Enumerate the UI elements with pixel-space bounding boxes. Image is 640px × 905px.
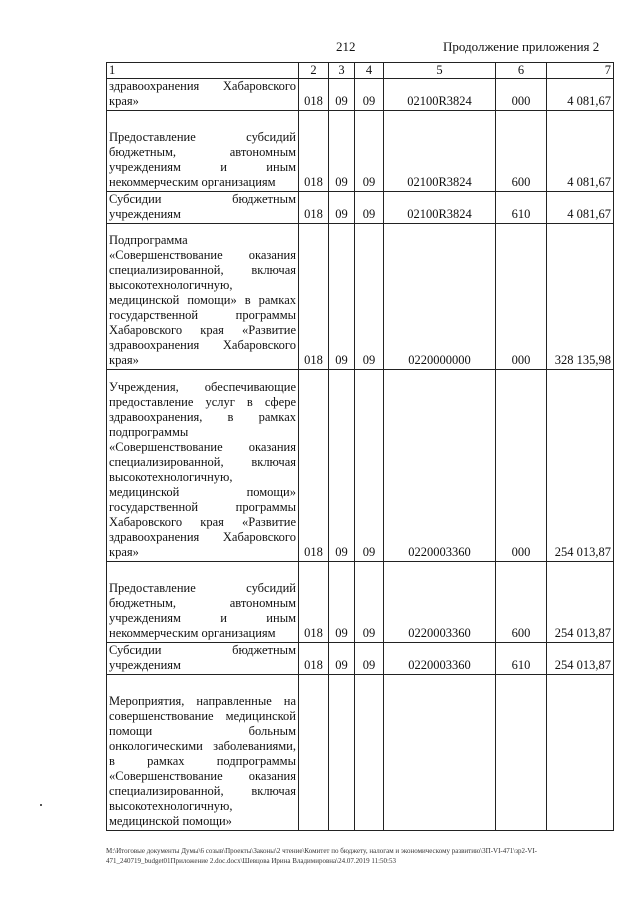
ministry-code xyxy=(299,675,329,831)
section-code xyxy=(329,675,355,831)
target-article-code: 02100R3824 xyxy=(384,111,496,192)
target-article-code: 02100R3824 xyxy=(384,192,496,224)
table-row xyxy=(107,224,614,370)
amount: 4 081,67 xyxy=(547,192,614,224)
row-name: Субсидии бюджетным учреждениям xyxy=(107,643,299,675)
expense-type-code: 610 xyxy=(496,192,547,224)
target-article-code: 0220003360 xyxy=(384,643,496,675)
table-row xyxy=(107,79,614,111)
subsection-code xyxy=(355,675,384,831)
subsection-code: 09 xyxy=(355,79,384,111)
section-code: 09 xyxy=(329,192,355,224)
table-row xyxy=(107,370,614,562)
col-header-5: 5 xyxy=(384,63,496,79)
expense-type-code: 000 xyxy=(496,79,547,111)
row-name: Мероприятия, направленные на совершенствование медицинской помощи больным онкологическими заболеваниями, в рамках подпрограммы «Совершенствование оказания специализированной, включая высокотехнологичную, медицинской помощи» xyxy=(107,675,299,831)
scan-dot xyxy=(40,804,42,806)
budget-table xyxy=(106,62,614,831)
section-code: 09 xyxy=(329,643,355,675)
section-code: 09 xyxy=(329,562,355,643)
page-number: 212 xyxy=(336,39,356,54)
amount: 328 135,98 xyxy=(547,224,614,370)
amount: 4 081,67 xyxy=(547,111,614,192)
col-header-2: 2 xyxy=(299,63,329,79)
ministry-code: 018 xyxy=(299,79,329,111)
ministry-code: 018 xyxy=(299,370,329,562)
expense-type-code: 600 xyxy=(496,111,547,192)
amount: 4 081,67 xyxy=(547,79,614,111)
expense-type-code: 000 xyxy=(496,370,547,562)
row-name: Субсидии бюджетным учреждениям xyxy=(107,192,299,224)
subsection-code: 09 xyxy=(355,562,384,643)
subsection-code: 09 xyxy=(355,111,384,192)
expense-type-code: 610 xyxy=(496,643,547,675)
section-code: 09 xyxy=(329,111,355,192)
col-header-4: 4 xyxy=(355,63,384,79)
continuation-label: Продолжение приложения 2 xyxy=(443,39,600,54)
section-code: 09 xyxy=(329,224,355,370)
subsection-code: 09 xyxy=(355,224,384,370)
section-code: 09 xyxy=(329,370,355,562)
col-header-1: 1 xyxy=(107,63,299,79)
subsection-code: 09 xyxy=(355,643,384,675)
col-header-6: 6 xyxy=(496,63,547,79)
target-article-code: 0220000000 xyxy=(384,224,496,370)
amount: 254 013,87 xyxy=(547,562,614,643)
file-path-footer: M:\Итоговые документы Думы\6 созыв\Проекты\Законы\2 чтение\Комитет по бюджету, налогам и экономическому развитию\3П-VI-471\зр2-VI-471_240719_budget01Приложение 2.doc.docx\Шевцова Ирина Владимировна\24.07.2019 11:50:53 xyxy=(106,847,538,865)
amount: 254 013,87 xyxy=(547,643,614,675)
table-row xyxy=(107,643,614,675)
col-header-3: 3 xyxy=(329,63,355,79)
expense-type-code xyxy=(496,675,547,831)
expense-type-code: 000 xyxy=(496,224,547,370)
table-header-row xyxy=(107,63,614,79)
table-row xyxy=(107,562,614,643)
row-name: Предоставление субсидий бюджетным, автономным учреждениям и иным некоммерческим организациям xyxy=(107,111,299,192)
ministry-code: 018 xyxy=(299,224,329,370)
row-name: Учреждения, обеспечивающие предоставление услуг в сфере здравоохранения, в рамках подпрограммы «Совершенствование оказания специализированной, включая высокотехнологичную, медицинской помощи» государственной программы Хабаровского края «Развитие здравоохранения Хабаровского края» xyxy=(107,370,299,562)
amount xyxy=(547,675,614,831)
subsection-code: 09 xyxy=(355,370,384,562)
table-row xyxy=(107,192,614,224)
table-row xyxy=(107,111,614,192)
ministry-code: 018 xyxy=(299,111,329,192)
ministry-code: 018 xyxy=(299,562,329,643)
target-article-code xyxy=(384,675,496,831)
ministry-code: 018 xyxy=(299,643,329,675)
target-article-code: 0220003360 xyxy=(384,370,496,562)
target-article-code: 0220003360 xyxy=(384,562,496,643)
ministry-code: 018 xyxy=(299,192,329,224)
section-code: 09 xyxy=(329,79,355,111)
col-header-7: 7 xyxy=(547,63,614,79)
table-row xyxy=(107,675,614,831)
subsection-code: 09 xyxy=(355,192,384,224)
row-name: здравоохранения Хабаровского края» xyxy=(107,79,299,111)
row-name: Подпрограмма «Совершенствование оказания специализированной, включая высокотехнологичную, медицинской помощи» в рамках государственной программы Хабаровского края «Развитие здравоохранения Хабаровского края» xyxy=(107,224,299,370)
target-article-code: 02100R3824 xyxy=(384,79,496,111)
expense-type-code: 600 xyxy=(496,562,547,643)
amount: 254 013,87 xyxy=(547,370,614,562)
row-name: Предоставление субсидий бюджетным, автономным учреждениям и иным некоммерческим организациям xyxy=(107,562,299,643)
